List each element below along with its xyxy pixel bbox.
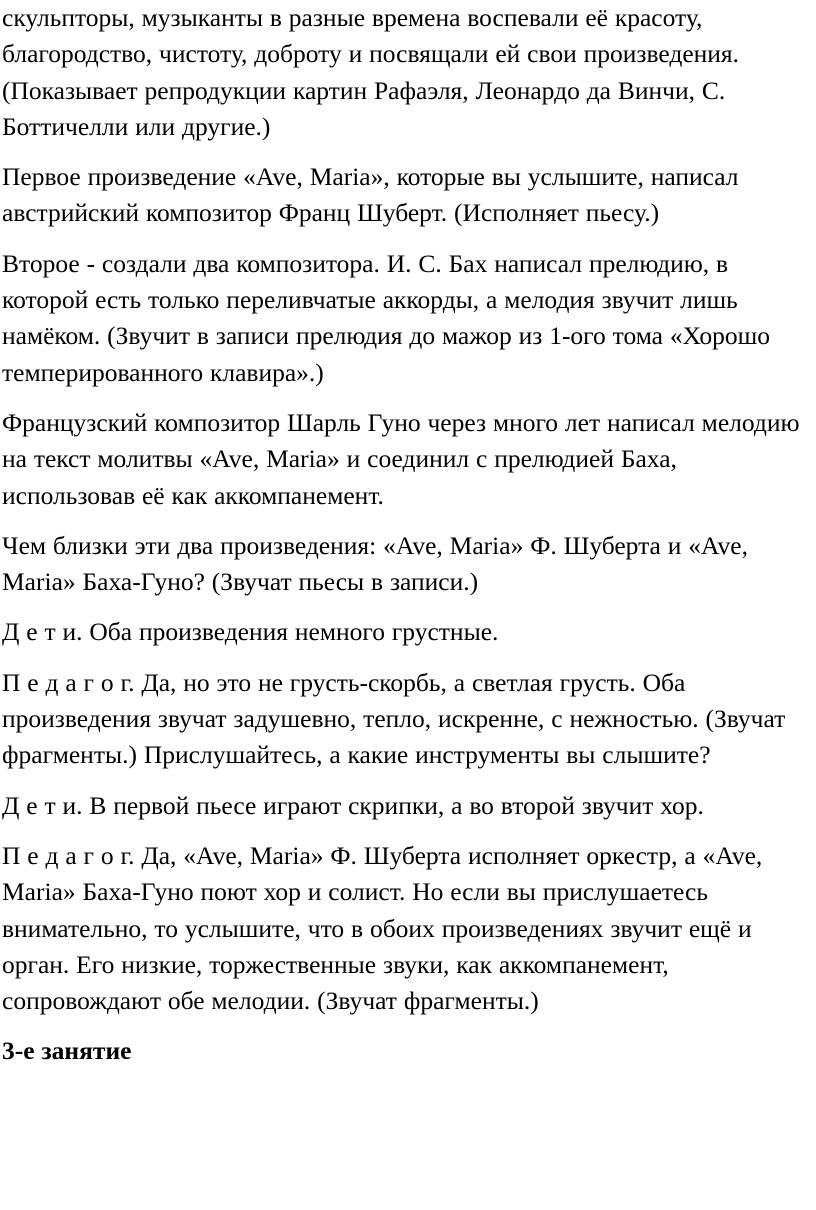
dialogue-line xyxy=(2,788,814,824)
dialogue-text: В первой пьесе играют скрипки, а во второй звучит хор. xyxy=(82,790,704,820)
dialogue-line xyxy=(2,665,814,774)
dialogue-text: Оба произведения немного грустные. xyxy=(82,617,499,647)
section-heading: 3-е занятие xyxy=(2,1036,132,1066)
paragraph-bach-prelude: Второе - создали два композитора. И. С. Бах написал прелюдию, в которой есть только переливчатые аккорды, а мелодия звучит лишь намёком. (Звучит в записи прелюдия до мажор из 1-ого тома «Хорошо темперированного клавира».) xyxy=(2,248,771,387)
dialogue-line xyxy=(2,838,814,1019)
speaker-label: П е д а г о г. xyxy=(2,840,135,870)
dialogue-line xyxy=(2,614,814,650)
paragraph-question: Чем близки эти два произведения: «Ave, Maria» Ф. Шуберта и «Ave, Maria» Баха-Гуно? (Звучат пьесы в записи.) xyxy=(2,530,748,597)
dialogue-text: Да, «Ave, Maria» Ф. Шуберта исполняет оркестр, а «Ave, Maria» Баха-Гуно поют хор и солист. Но если вы прислушаетесь внимательно, то услышите, что в обоих произведениях звучит ещё и орган. Его низкие, торжественные звуки, как аккомпанемент, сопровождают обе мелодии. (Звучат фрагменты.) xyxy=(2,840,763,1016)
speaker-label: П е д а г о г. xyxy=(2,667,135,697)
paragraph-art-intro: скульпторы, музыканты в разные времена воспевали её красоту, благородство, чистоту, доброту и посвящали ей свои произведения. (Показывает репродукции картин Рафаэля, Леонардо да Винчи, С. Боттичелли или другие.) xyxy=(2,3,740,141)
dialogue-text: Да, но это не грусть-скорбь, а светлая грусть. Оба произведения звучат задушевно, тепло, искренне, с нежностью. (Звучат фрагменты.) Прислушайтесь, а какие инструменты вы слышите? xyxy=(2,667,786,770)
paragraph-gounod: Французский композитор Шарль Гуно через много лет написал мелодию на текст молитвы «Ave, Maria» и соединил с прелюдией Баха, использовав её как аккомпанемент. xyxy=(2,407,800,510)
paragraph-schubert: Первое произведение «Ave, Maria», которые вы услышите, написал австрийский композитор Франц Шуберт. (Исполняет пьесу.) xyxy=(2,162,739,228)
speaker-label: Д е т и. xyxy=(2,617,83,647)
speaker-label: Д е т и. xyxy=(2,790,83,820)
